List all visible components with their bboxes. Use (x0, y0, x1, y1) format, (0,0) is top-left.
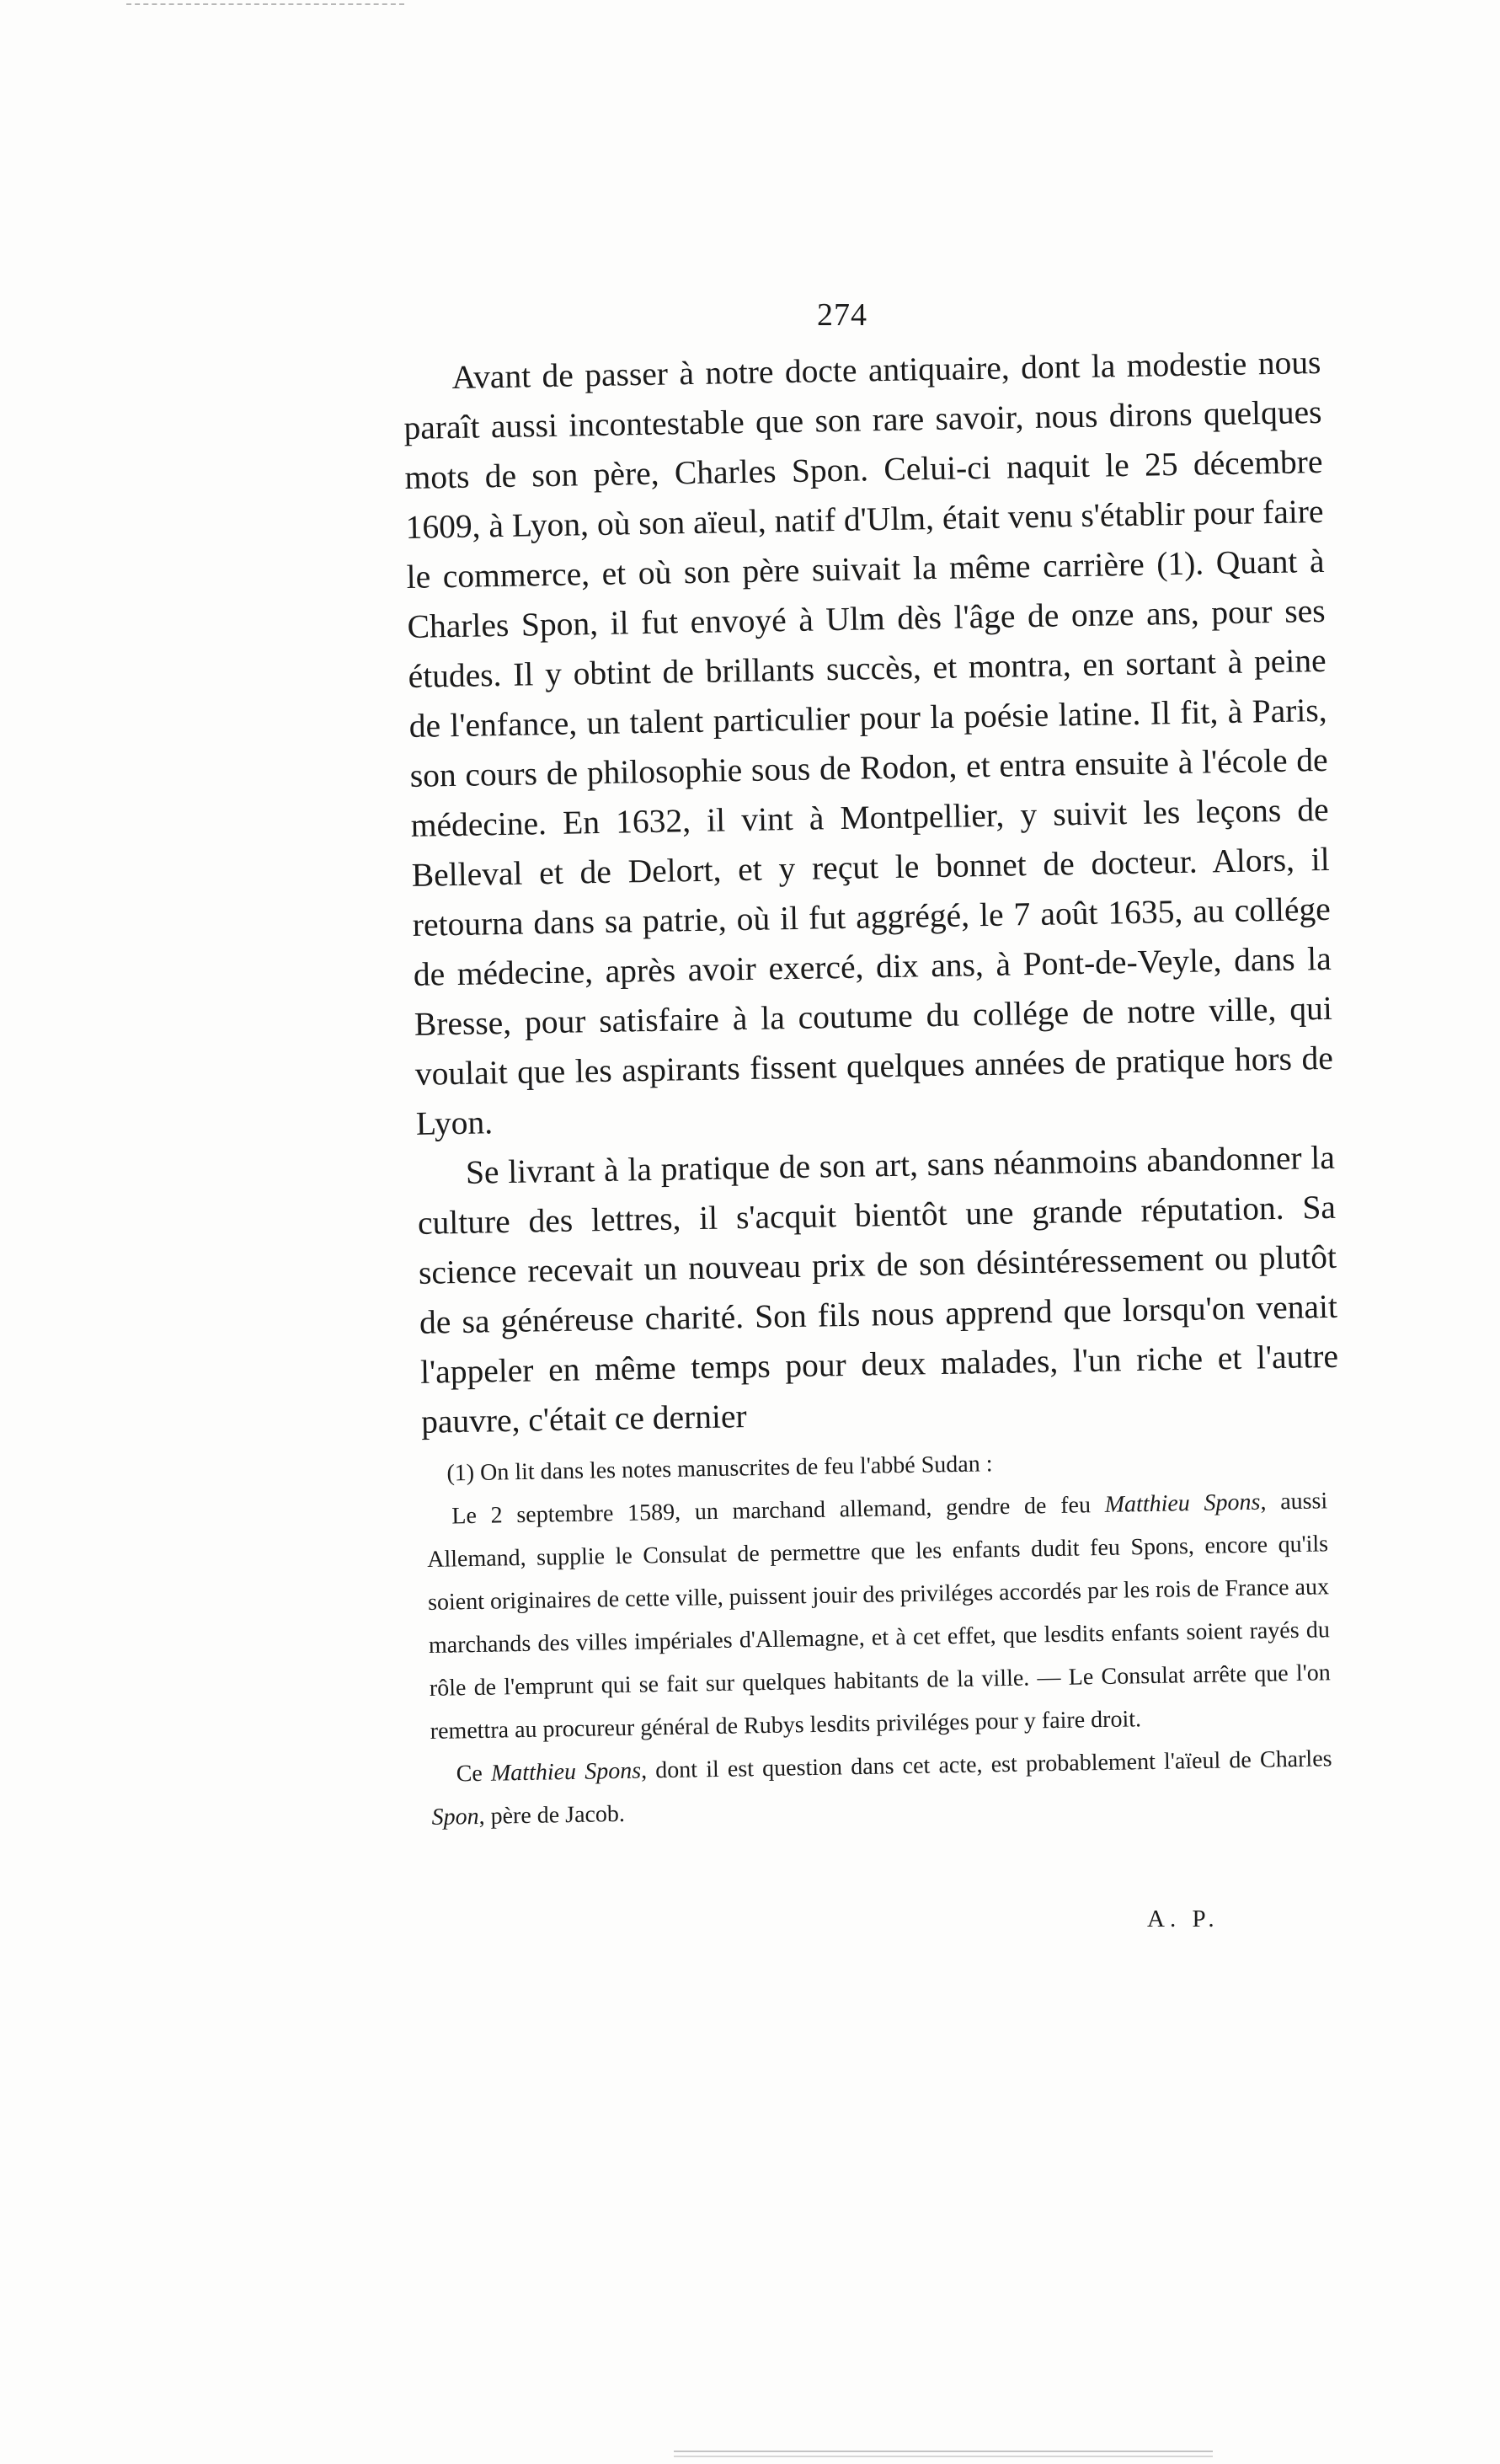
footnote-text: , aussi Allemand, supplie le Consulat de permettre que les enfants dudit feu Spons, encore qu'ils soient originaires de cette ville, puissent jouir des priviléges accordés par les rois de France aux marchands des villes impériales d'Allemagne, et à cet effet, que lesdits enfants soient rayés du rôle de l'emprunt qui se fait sur quelques habitants de la ville. — Le Consulat arrête que l'on remettra au procureur général de Rubys lesdits priviléges pour y faire droit. (426, 1488, 1332, 1745)
footnote-text: Ce (456, 1760, 492, 1788)
footnote-intro: (1) On lit dans les notes manuscrites de feu l'abbé Sudan : (446, 1451, 993, 1487)
paragraph-2: Se livrant à la pratique de son art, sans néanmoins abandonner la culture des lettres, il s'acquit bientôt une grande réputation. Sa science recevait un nouveau prix de son désintéressement ou plutôt de sa généreuse charité. Son fils nous apprend que lorsqu'on venait l'appeler en même temps pour deux malades, l'un riche et l'autre pauvre, c'était ce dernier (417, 1138, 1339, 1440)
footnote-block (425, 1436, 1333, 1839)
italic-name: Spon (431, 1803, 479, 1831)
page-number: 274 (817, 297, 867, 333)
paragraph-1: Avant de passer à notre docte antiquaire, dont la modestie nous paraît aussi incontestable que son rare savoir, nous dirons quelques mots de son père, Charles Spon. Celui-ci naquit le 25 décembre 1609, à Lyon, où son aïeul, natif d'Ulm, était venu s'établir pour faire le commerce, et où son père suivait la même carrière (1). Quant à Charles Spon, il fut envoyé à Ulm dès l'âge de onze ans, pour ses études. Il y obtint de brillants succès, et montra, en sortant à peine de l'enfance, un talent particulier pour la poésie latine. Il fit, à Paris, son cours de philosophie sous de Rodon, et entra ensuite à l'école de médecine. En 1632, il vint à Montpellier, y suivit les leçons de Belleval et de Delort, et y reçut le bonnet de docteur. Alors, il retourna dans sa patrie, où il fut aggrégé, le 7 août 1635, au collége de médecine, après avoir exercé, dix ans, à Pont-de-Veyle, dans la Bresse, pour satisfaire à la coutume du collége de notre ville, qui voulait que les aspirants fissent quelques années de pratique hors de Lyon. (403, 343, 1334, 1142)
scan-edge-bottom (674, 2451, 1213, 2457)
footnote-signature: A. P. (1147, 1905, 1220, 1932)
footnote-text: , dont il est question dans cet acte, est probablement l'aïeul de Charles (640, 1745, 1332, 1784)
footnote-paragraph-2 (430, 1737, 1333, 1839)
italic-name: Matthieu Spons (490, 1757, 642, 1787)
footnote-text: Le 2 septembre 1589, un marchand allemand, gendre de feu (451, 1491, 1105, 1530)
main-text (403, 338, 1339, 1447)
footnote-text: , père de Jacob. (478, 1800, 626, 1830)
footnote-paragraph-1 (426, 1479, 1332, 1753)
italic-name: Matthieu Spons (1104, 1489, 1261, 1518)
scan-edge-top (126, 3, 404, 7)
